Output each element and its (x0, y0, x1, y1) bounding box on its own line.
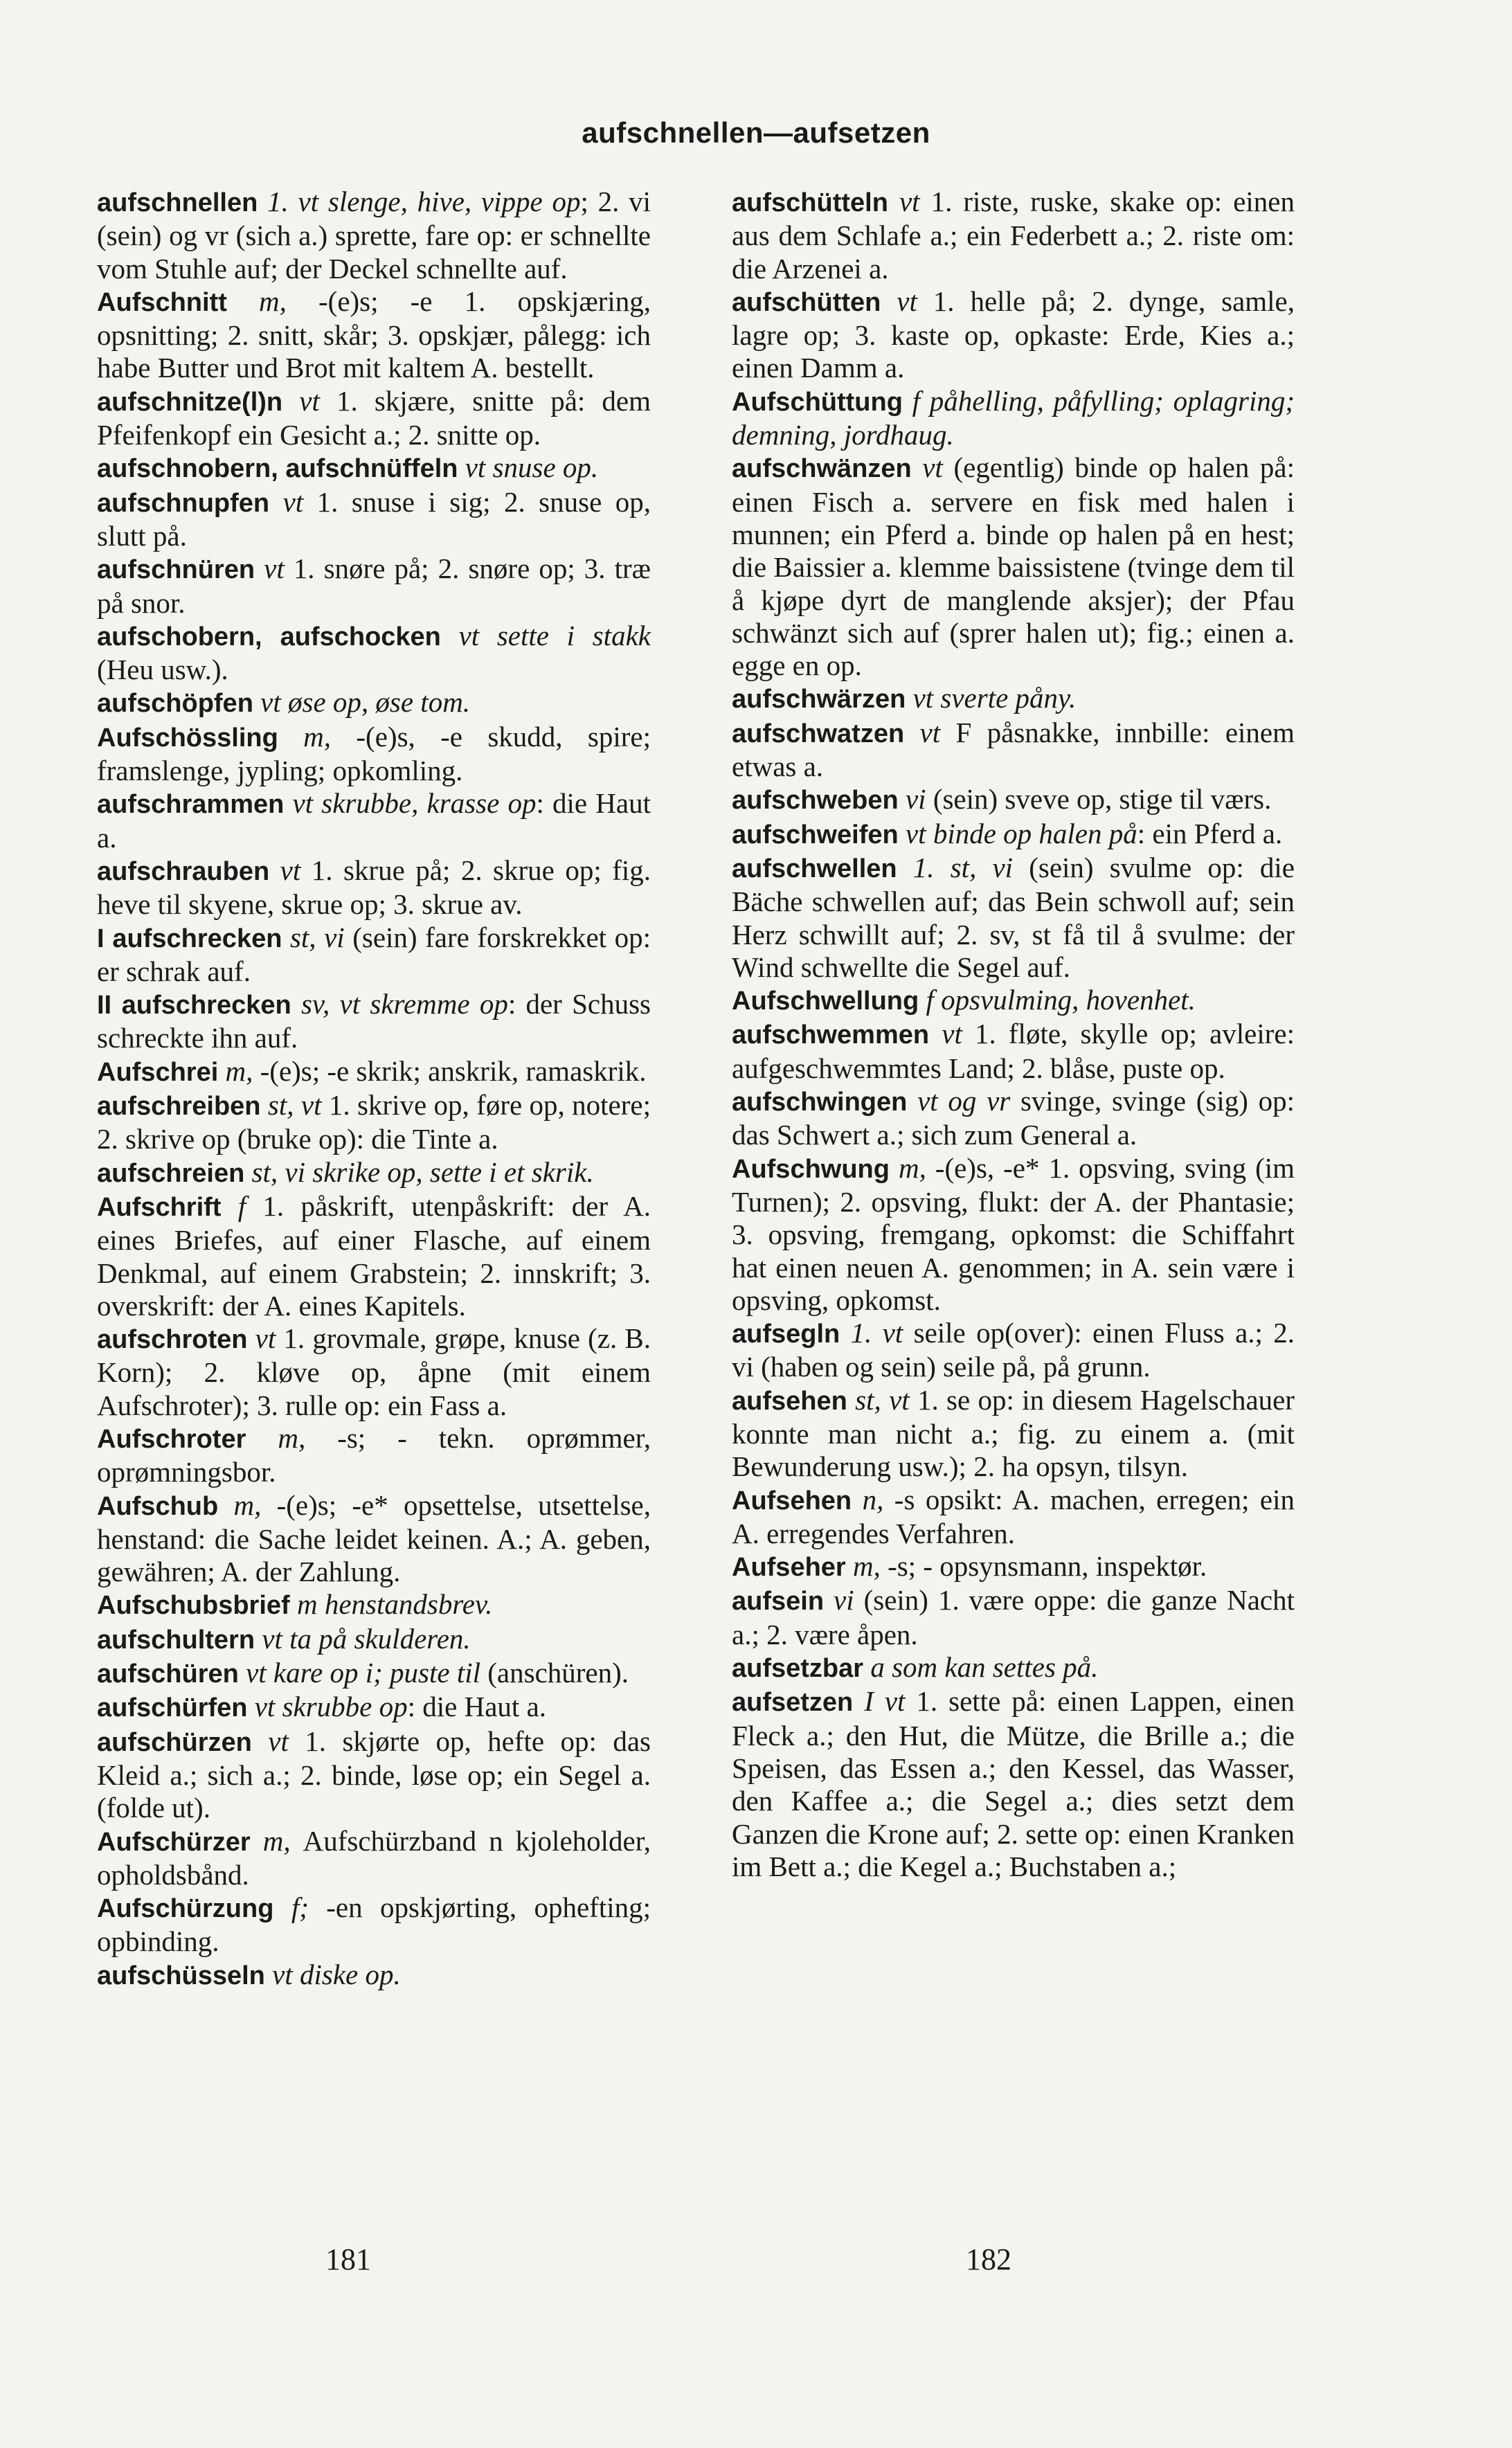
entry-text: -s; - tekn. oprømmer, oprømningsbor. (97, 1421, 651, 1488)
grammar-label: 1. vt (258, 186, 328, 217)
grammar-label: f (902, 384, 930, 417)
headword: aufschreien (97, 1158, 245, 1188)
grammar-label: f (919, 984, 942, 1016)
grammar-label: vt (898, 817, 933, 849)
grammar-label: a (863, 1651, 892, 1684)
dictionary-entry (730, 984, 1295, 1018)
dictionary-entry (96, 1055, 651, 1089)
dictionary-entry (96, 385, 651, 452)
dictionary-entry (96, 1089, 651, 1156)
grammar-label: vt (264, 1958, 300, 1990)
entry-text: 1. snøre på; 2. snøre op; 3. træ på snor. (97, 552, 651, 619)
dictionary-entry (730, 1018, 1295, 1085)
headword: aufschöpfen (97, 689, 253, 719)
headword: Aufschrift (97, 1192, 222, 1222)
headword: aufschütten (732, 287, 881, 317)
dictionary-entry (96, 1489, 651, 1589)
translation: slenge, hive, vippe op (327, 186, 581, 217)
dictionary-entry (730, 1550, 1295, 1584)
headword: aufschroten (97, 1325, 248, 1355)
dictionary-entry (96, 921, 651, 989)
dictionary-entry (96, 686, 651, 720)
dictionary-entry (730, 186, 1295, 285)
translation: skrike op, sette i et skrik. (312, 1155, 594, 1188)
entry-text: 1. se op: in diesem Hagelschauer konnte man nicht a.; fig. zu einem a. (mit Bewunderung usw.); 2. ha opsyn, tilsyn. (732, 1383, 1295, 1483)
grammar-label: vt (906, 682, 941, 714)
grammar-label: m, (250, 1824, 303, 1857)
entry-text: -(e)s; -e* opsettelse, utsettelse, henstand: die Sache leidet keinen. A.; A. geben, gewähren; A. der Zahlung. (97, 1488, 651, 1588)
translation: sette i stakk (496, 619, 651, 651)
translation: kare op i; puste til (273, 1657, 481, 1689)
dictionary-entry (96, 1657, 651, 1691)
page-number-left: 181 (325, 2242, 371, 2276)
entry-text: 1. skjørte op, hefte op: das Kleid a.; sich a.; 2. binde, løse op; ein Segel a. (folde ut). (97, 1725, 651, 1824)
grammar-label: st, vt (847, 1383, 917, 1416)
headword: aufschüsseln (97, 1961, 265, 1990)
page-number-right: 182 (966, 2242, 1011, 2276)
headword: aufschwärzen (732, 685, 906, 714)
dictionary-entry (96, 1891, 651, 1959)
headword: aufsehen (732, 1386, 847, 1416)
entry-text: 1. sette på: einen Lappen, einen Fleck a.; den Hut, die Mütze, die Brille a.; die Speisen, das Essen a.; den Kessel, das Wasser, den Kaffee a.; die Segel a.; dies setzt dem Ganzen die Krone auf; 2. sette op: einen Kranken im Bett a.; die Kegel a.; Buchstaben a.; (732, 1685, 1295, 1882)
dictionary-entry (96, 552, 651, 620)
entry-text: (sein) 1. være oppe: die ganze Nacht a.; 2. være åpen. (732, 1584, 1295, 1650)
headword: aufschwatzen (732, 719, 905, 748)
grammar-label: m, (218, 1488, 277, 1521)
headword: Aufschub (97, 1491, 219, 1521)
translation: øse op, øse tom. (288, 686, 471, 719)
grammar-label: vt og vr (907, 1085, 1020, 1117)
entry-text: (anschüren). (480, 1657, 629, 1689)
headword: Aufschwung (732, 1154, 890, 1184)
dictionary-entry (96, 721, 651, 788)
entry-text: 1. skjære, snitte på: dem Pfeifenkopf ein Gesicht a.; 2. snitte op. (97, 384, 651, 451)
entry-text: 1. skrue på; 2. skrue op; fig. heve til skyene, skrue op; 3. skrue av. (97, 854, 651, 921)
dictionary-entry (730, 818, 1295, 852)
headword: aufschürfen (97, 1693, 248, 1723)
headword: aufschrammen (97, 790, 285, 820)
headword: aufschwingen (732, 1088, 908, 1117)
grammar-label: 1. vt (840, 1317, 914, 1349)
dictionary-entry (730, 682, 1295, 716)
headword: Aufschürzer (97, 1827, 251, 1857)
translation: snuse op. (492, 451, 599, 484)
entry-text: : die Haut a. (407, 1691, 547, 1723)
translation: skrubbe op (282, 1691, 408, 1723)
dictionary-entry (96, 285, 651, 385)
dictionary-entry (96, 787, 651, 854)
grammar-label: vt (238, 1657, 273, 1689)
grammar-label: vt (269, 485, 317, 518)
grammar-label: vt (269, 854, 312, 886)
entry-text: : ein Pferd a. (1137, 817, 1283, 849)
dictionary-entry (730, 1317, 1295, 1384)
headword: aufschrauben (97, 856, 270, 886)
grammar-label: vt (911, 451, 954, 484)
translation: binde op halen på (933, 817, 1137, 849)
dictionary-entry (730, 1685, 1295, 1883)
grammar-label: vt (888, 186, 931, 217)
grammar-label: vt (881, 285, 933, 317)
dictionary-entry (96, 451, 651, 485)
grammar-label: vt (251, 1725, 305, 1757)
entry-text: 1. grovmale, grøpe, knuse (z. B. Korn); 2. kløve op, åpne (mit einem Aufschroter); 3. rulle op: ein Fass a. (97, 1322, 651, 1421)
headword: aufschreiben (97, 1092, 261, 1122)
headword: Aufschubsbrief (97, 1591, 290, 1621)
grammar-label: n, (852, 1483, 894, 1515)
entry-text: -(e)s, -e* 1. opsving, sving (im Turnen); 2. opsving, flukt: der A. der Phantasie; 3. opsving, fremgang, opkomst: die Schiffahrt hat einen neuen A. genommen; in A. sein være i opsving, opkomst. (732, 1151, 1295, 1316)
entry-text: 1. riste, ruske, skake op: einen aus dem Schlafe a.; ein Federbett a.; 2. riste om: die Arzenei a. (732, 186, 1295, 285)
translation: diske op. (299, 1958, 401, 1990)
headword: aufschwellen (732, 854, 897, 883)
dictionary-entry (730, 1584, 1295, 1651)
headword: aufschultern (97, 1625, 255, 1655)
dictionary-entry (96, 486, 651, 553)
dictionary-entry (96, 1825, 651, 1892)
headword: aufschweben (732, 786, 899, 816)
translation: som kan settes på. (892, 1651, 1099, 1684)
dictionary-entry (730, 1484, 1295, 1551)
dictionary-entry (96, 620, 651, 687)
dictionary-entry (96, 1691, 651, 1725)
dictionary-entry (96, 1588, 651, 1622)
headword: Aufschössling (97, 723, 278, 753)
headword: Aufsehen (732, 1486, 852, 1515)
entry-text: -en opskjørting, ophefting; opbinding. (97, 1891, 651, 1958)
entry-text: : die Haut a. (97, 787, 651, 854)
grammar-label: vt (247, 1691, 282, 1723)
grammar-label: vt (255, 1622, 290, 1655)
grammar-label: st, vt (260, 1089, 329, 1122)
dictionary-entry (730, 451, 1295, 682)
headword: aufsein (732, 1587, 825, 1617)
dictionary-entry (96, 1959, 651, 1992)
dictionary-entry (96, 186, 651, 285)
dictionary-entry (730, 1651, 1295, 1685)
dictionary-entry (96, 988, 651, 1055)
translation: skremme op (370, 988, 508, 1020)
grammar-label: vt (255, 552, 294, 585)
entry-text: 1. helle på; 2. dynge, samle, lagre op; 3. kaste op, opkaste: Erde, Kies a.; einen Damm a. (732, 285, 1295, 384)
grammar-label: m, (226, 285, 319, 317)
grammar-label: m, (218, 1054, 260, 1087)
translation: sverte påny. (940, 682, 1077, 714)
translation: opsvulming, hovenhet. (941, 984, 1196, 1016)
entry-text: seile op(over): einen Fluss a.; 2. vi (haben og sein) seile på, på grunn. (732, 1317, 1295, 1383)
headword: aufschobern, aufschocken (97, 622, 441, 651)
headword: aufschnellen (97, 188, 258, 217)
dictionary-entry (730, 1085, 1295, 1152)
grammar-label: vt (284, 787, 322, 820)
entry-text: -(e)s; -e skrik; anskrik, ramaskrik. (260, 1054, 647, 1087)
entry-text: : der Schuss schreckte ihn auf. (97, 988, 651, 1054)
dictionary-entry (96, 1623, 651, 1657)
grammar-label: vt (253, 686, 288, 719)
grammar-label: m (289, 1588, 325, 1621)
grammar-label: m, (889, 1151, 935, 1184)
grammar-label: vt (282, 384, 336, 417)
dictionary-entry (96, 1422, 651, 1489)
entry-text: F påsnakke, innbille: einem etwas a. (732, 716, 1295, 783)
grammar-label: f (221, 1189, 263, 1222)
entry-text: (sein) sveve op, stige til værs. (933, 783, 1272, 816)
entry-text: svinge, svinge (sig) op: das Schwert a.; sich zum General a. (732, 1085, 1295, 1151)
headword: Aufschnitt (97, 287, 227, 317)
entry-text: 1. fløte, skylle op; avleire: aufgeschwemmtes Land; 2. blåse, puste op. (732, 1018, 1295, 1084)
grammar-label: m, (246, 1421, 338, 1454)
headword: aufschnupfen (97, 488, 270, 518)
headword: aufschüren (97, 1659, 239, 1689)
dictionary-entry (96, 854, 651, 921)
headword: II aufschrecken (97, 991, 291, 1020)
headword: Aufschrei (97, 1057, 219, 1087)
headword: I aufschrecken (97, 924, 282, 953)
dictionary-entry (96, 1725, 651, 1825)
grammar-label: st, vi (282, 921, 353, 953)
right-column (730, 186, 1295, 1883)
headword: Aufseher (732, 1553, 846, 1583)
running-header: aufschnellen—aufsetzen (582, 116, 930, 149)
entry-text: (Heu usw.). (97, 654, 228, 686)
grammar-label: f; (273, 1891, 327, 1924)
headword: Aufschwellung (732, 987, 919, 1016)
dictionary-entry (730, 717, 1295, 784)
entry-text: ; 2. vi (sein) og vr (sich a.) sprette, fare op: er schnellte vom Stuhle auf; der Deckel schnellte auf. (97, 186, 651, 285)
headword: aufschnobern, aufschnüffeln (97, 454, 458, 484)
grammar-label: m, (278, 720, 357, 753)
headword: Aufschüttung (732, 387, 903, 417)
translation: påhelling, påfylling; oplagring; demning, jordhaug. (732, 384, 1295, 451)
headword: aufschnüren (97, 555, 255, 585)
headword: aufschwemmen (732, 1020, 930, 1050)
entry-text: 1. snuse i sig; 2. snuse op, slutt på. (97, 485, 651, 552)
entry-text: (sein) svulme op: die Bäche schwellen auf; das Bein schwoll auf; sein Herz schwillt auf; 2. sv, st få til å svulme: der Wind schwellte die Segel auf. (732, 851, 1295, 983)
headword: aufsegln (732, 1320, 840, 1349)
translation: ta på skulderen. (289, 1622, 471, 1655)
entry-text: 1. skrive op, føre op, notere; 2. skrive op (bruke op): die Tinte a. (97, 1089, 651, 1155)
dictionary-entry (96, 1322, 651, 1422)
left-column (96, 186, 651, 1992)
entry-text: 1. påskrift, utenpåskrift: der A. eines Briefes, auf einer Flasche, auf einem Denkmal, auf einem Grabstein; 2. innskrift; 3. overskrift: der A. eines Kapitels. (97, 1189, 651, 1322)
entry-text: -s; - opsynsmann, inspektør. (888, 1550, 1207, 1583)
headword: aufsetzen (732, 1688, 854, 1718)
grammar-label: vt (929, 1018, 975, 1050)
dictionary-entry (730, 1152, 1295, 1317)
dictionary-entry (730, 852, 1295, 984)
dictionary-entry (96, 1190, 651, 1322)
entry-text: -(e)s, -e skudd, spire; framslenge, jypling; opkomling. (97, 720, 651, 787)
grammar-label: vi (824, 1584, 864, 1617)
headword: Aufschürzung (97, 1894, 274, 1924)
grammar-label: sv, vt (291, 988, 370, 1020)
grammar-label: vt (904, 716, 956, 748)
headword: aufschwänzen (732, 454, 912, 484)
entry-text: Aufschürzband n kjoleholder, opholdsbånd. (97, 1824, 651, 1891)
dictionary-entry (96, 1156, 651, 1190)
grammar-label: vi (898, 783, 933, 816)
translation: skrubbe, krasse op (321, 787, 537, 820)
translation: henstandsbrev. (324, 1588, 493, 1621)
grammar-label: st, vi (244, 1155, 313, 1188)
headword: aufschweifen (732, 820, 899, 849)
grammar-label: vt (440, 619, 497, 651)
headword: aufsetzbar (732, 1654, 864, 1684)
dictionary-entry (730, 783, 1295, 817)
grammar-label: I vt (853, 1685, 917, 1718)
headword: Aufschroter (97, 1424, 246, 1454)
headword: aufschütteln (732, 188, 888, 217)
entry-text: (egentlig) binde op halen på: einen Fisch a. servere en fisk med halen i munnen; ein Pferd a. binde op halen på en hest; die Baissier a. klemme baissistene (tvinge dem til å kjøpe dyrt de manglende aksjer); der Pfau schwänzt sich auf (sprer halen ut); fig.; einen a. egge en op. (732, 451, 1295, 682)
dictionary-entry (730, 285, 1295, 385)
grammar-label: vt (247, 1322, 284, 1355)
entry-text: (sein) fare forskrekket op: er schrak auf. (97, 921, 651, 987)
grammar-label: vt (458, 451, 493, 484)
headword: aufschürzen (97, 1727, 252, 1757)
dictionary-entry (730, 1384, 1295, 1484)
dictionary-entry (730, 385, 1295, 452)
entry-text: -(e)s; -e 1. opskjæring, opsnitting; 2. snitt, skår; 3. opskjær, pålegg: ich habe Butter und Brot mit kaltem A. bestellt. (97, 285, 651, 384)
grammar-label: m, (845, 1550, 888, 1583)
entry-text: -s opsikt: A. machen, erregen; ein A. erregendes Verfahren. (732, 1483, 1295, 1549)
headword: aufschnitze(l)n (97, 387, 283, 417)
grammar-label: 1. st, vi (897, 851, 1029, 883)
